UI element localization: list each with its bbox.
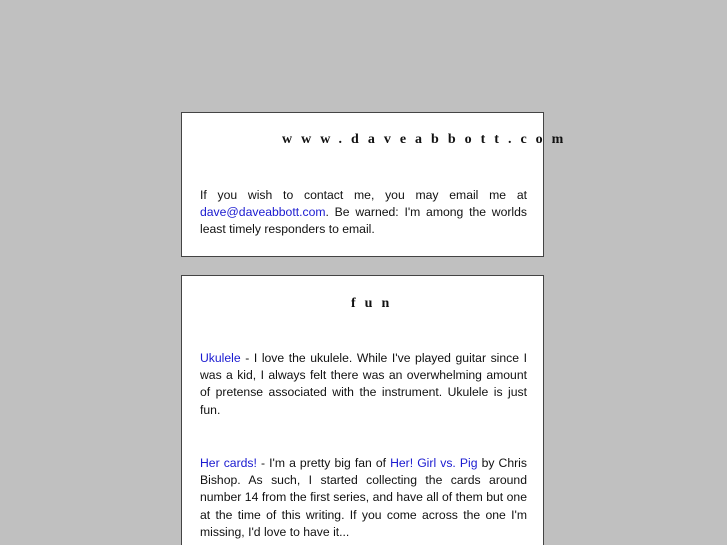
site-title: www.daveabbott.com <box>282 132 573 147</box>
contact-panel <box>181 112 573 257</box>
fun-title: fun <box>351 296 399 311</box>
her-girl-vs-pig-link[interactable]: Her! Girl vs. Pig <box>390 456 478 470</box>
contact-text-after: . Be warned: I'm among the worlds least timely responders to email. <box>200 205 527 237</box>
cards-paragraph <box>200 455 527 541</box>
cards-text-before: - I'm a pretty big fan of <box>256 456 391 470</box>
email-link[interactable]: dave@daveabbott.com <box>200 205 326 220</box>
ukulele-paragraph <box>200 350 527 419</box>
ukulele-link[interactable]: Ukulele <box>200 351 241 365</box>
fun-panel <box>181 275 544 545</box>
her-cards-link[interactable]: Her cards! <box>200 456 257 470</box>
ukulele-text: - I love the ukulele. While I've played guitar since I was a kid, I always felt there was an overwhelming amount of pretense associated with the instrument. Ukulele is just fun. <box>200 351 527 417</box>
contact-paragraph <box>200 187 527 239</box>
contact-text-before: If you wish to contact me, you may email me at <box>200 188 527 202</box>
cards-text-after: by Chris Bishop. As such, I started collecting the cards around number 14 from the first series, and have all of them but one at the time of this writing. If you come across the one I'm missing, I'd love to have it... <box>200 456 527 539</box>
